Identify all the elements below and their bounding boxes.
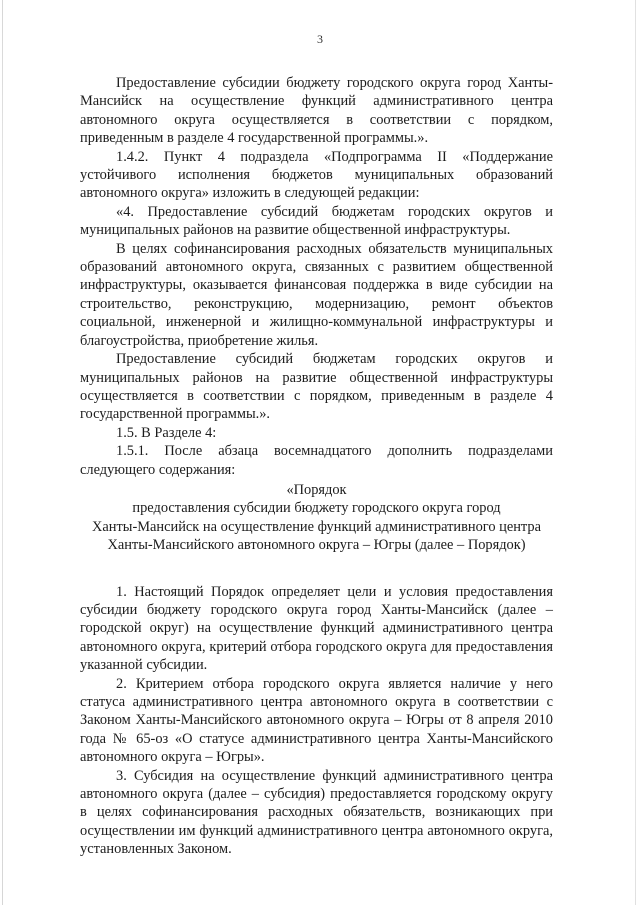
paragraph-item-1-5-1: 1.5.1. После абзаца восемнадцатого дополнить подразделами следующего содержания: bbox=[80, 443, 553, 478]
heading-line: Ханты-Мансийского автономного округа – Югры (далее – Порядок) bbox=[107, 537, 526, 554]
spacer bbox=[80, 555, 553, 583]
procedure-heading bbox=[80, 481, 553, 555]
paragraph-cofinancing: В целях софинансирования расходных обязательств муниципальных образований автономного округа, связанных с развитием общественной инфраструктуры, оказывается финансовая поддержка в виде субсидии на строительство, реконструкцию, модернизацию, ремонт объектов социальной, инженерной и жилищно-коммунальной инфраструктуры и благоустройства, приобретение жилья. bbox=[80, 240, 553, 349]
paragraph-subsidy-provision: Предоставление субсидий бюджетам городских округов и муниципальных районов на развитие общественной инфраструктуры осуществляется в соответствии с порядком, приведенным в разделе 4 государственной программы.». bbox=[80, 351, 553, 423]
paragraph-clause-2: 2. Критерием отбора городского округа является наличие у него статуса административного центра автономного округа в соответствии с Законом Ханты-Мансийского автономного округа – Югры от 8 апреля 2010 года № 65-оз «О статусе административного центра Ханты-Мансийского автономного округа – Югры». bbox=[80, 675, 553, 766]
scan-edge-right bbox=[635, 0, 636, 905]
paragraph-item-1-5: 1.5. В Разделе 4: bbox=[116, 424, 217, 441]
document-body bbox=[80, 74, 553, 859]
heading-line: Ханты-Мансийск на осуществление функций административного центра bbox=[92, 518, 541, 535]
paragraph-clause-3: 3. Субсидия на осуществление функций административного центра автономного округа (далее – субсидия) предоставляется городскому округу в целях софинансирования расходных обязательств, возникающих при осуществлении им функций административного центра автономного округа, установленных Законом. bbox=[80, 767, 553, 858]
scan-edge-left bbox=[2, 0, 3, 905]
heading-line: предоставления субсидии бюджету городского округа город bbox=[132, 500, 501, 517]
heading-line: «Порядок bbox=[286, 481, 347, 498]
paragraph-point-4: «4. Предоставление субсидий бюджетам городских округов и муниципальных районов на развитие общественной инфраструктуры. bbox=[80, 203, 553, 239]
paragraph-item-1-4-2: 1.4.2. Пункт 4 подраздела «Подпрограмма II «Поддержание устойчивого исполнения бюджетов муниципальных образований автономного округа» изложить в следующей редакции: bbox=[80, 148, 553, 202]
paragraph-subsidy-khanty-mansiysk: Предоставление субсидии бюджету городского округа город Ханты-Мансийск на осуществление функций административного центра автономного округа осуществляется в соответствии с порядком, приведенным в разделе 4 государственной программы.». bbox=[80, 75, 553, 147]
page-number: 3 bbox=[317, 32, 323, 46]
paragraph-clause-1: 1. Настоящий Порядок определяет цели и условия предоставления субсидии бюджету городского округа город Ханты-Мансийск (далее – городской округ) на осуществление функций административного центра автономного округа, критерий отбора городского округа для предоставления указанной субсидии. bbox=[80, 583, 553, 674]
